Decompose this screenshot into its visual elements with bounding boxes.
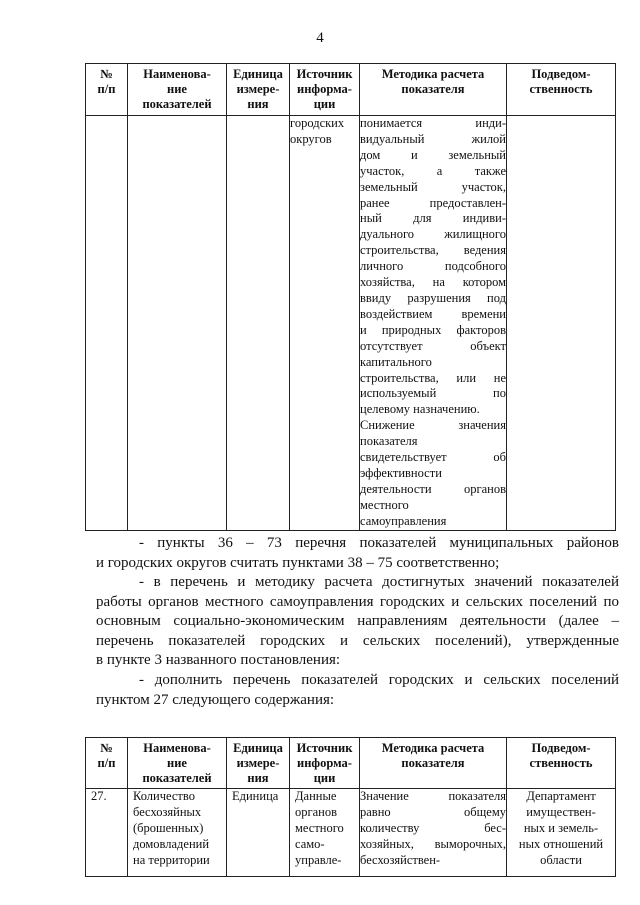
- header-indicator-name: Наименова- ние показателей: [128, 738, 227, 789]
- header-method: Методика расчета показателя: [360, 64, 507, 116]
- cell-source: городских округов: [290, 116, 360, 531]
- indicator-table-new: [85, 737, 616, 877]
- header-source: Источник информа- ции: [290, 738, 360, 789]
- cell-subordination: Департамент имуществен- ных и земель- ных отношений области: [507, 789, 616, 877]
- header-unit: Единица измере- ния: [227, 64, 290, 116]
- table-row: [86, 789, 616, 877]
- cell-method: Значение показателя равно общему количеству бес- хозяйных, выморочных, бесхозяйствен-: [360, 789, 507, 877]
- cell-indicator-name: Количество бесхозяйных (брошенных) домовладений на территории: [128, 789, 227, 877]
- cell-source: Данные органов местного само- управле-: [290, 789, 360, 877]
- indicator-table-continued: [85, 63, 616, 531]
- header-number: № п/п: [86, 738, 128, 789]
- cell-indicator-name: [128, 116, 227, 531]
- cell-number: [86, 116, 128, 531]
- cell-unit: Единица: [227, 789, 290, 877]
- header-number: № п/п: [86, 64, 128, 116]
- header-method: Методика расчета показателя: [360, 738, 507, 789]
- table-header-row: [86, 738, 616, 789]
- header-indicator-name: Наименова- ние показателей: [128, 64, 227, 116]
- header-subordination: Подведом- ственность: [507, 64, 616, 116]
- cell-method: понимается инди- видуальный жилой дом и земельный участок, а также земельный участок, ранее предоставлен- ный для индиви- дуального жилищного строительства, ведения личного подсобного хозяйства, на котором ввиду разрушения под воздействием времени и природных факторов отсутствует объект капитального строительства, или не используемый по целевому назначению. Снижение значения показателя свидетельствует об эффективности деятельности органов местного самоуправления: [360, 116, 507, 531]
- cell-subordination: [507, 116, 616, 531]
- page-number: 4: [316, 30, 324, 46]
- header-unit: Единица измере- ния: [227, 738, 290, 789]
- paragraph-amend-list: - в перечень и методику расчета достигнутых значений показателей работы органов местного самоуправления городских и сельских поселений по основным социально-экономическим направлениям деятельности (далее – перечень показателей городских и сельских поселений), утвержденные в пункте 3 названного постановления:: [96, 574, 619, 668]
- paragraph-renumber: - пункты 36 – 73 перечня показателей муниципальных районов и городских округов считать пунктами 38 – 75 соответственно;: [96, 535, 619, 571]
- cell-unit: [227, 116, 290, 531]
- header-subordination: Подведом- ственность: [507, 738, 616, 789]
- cell-number: 27.: [86, 789, 128, 877]
- table-header-row: [86, 64, 616, 116]
- paragraph-add-item: - дополнить перечень показателей городских и сельских поселений пунктом 27 следующего содержания:: [96, 672, 619, 708]
- table-row: [86, 116, 616, 531]
- header-source: Источник информа- ции: [290, 64, 360, 116]
